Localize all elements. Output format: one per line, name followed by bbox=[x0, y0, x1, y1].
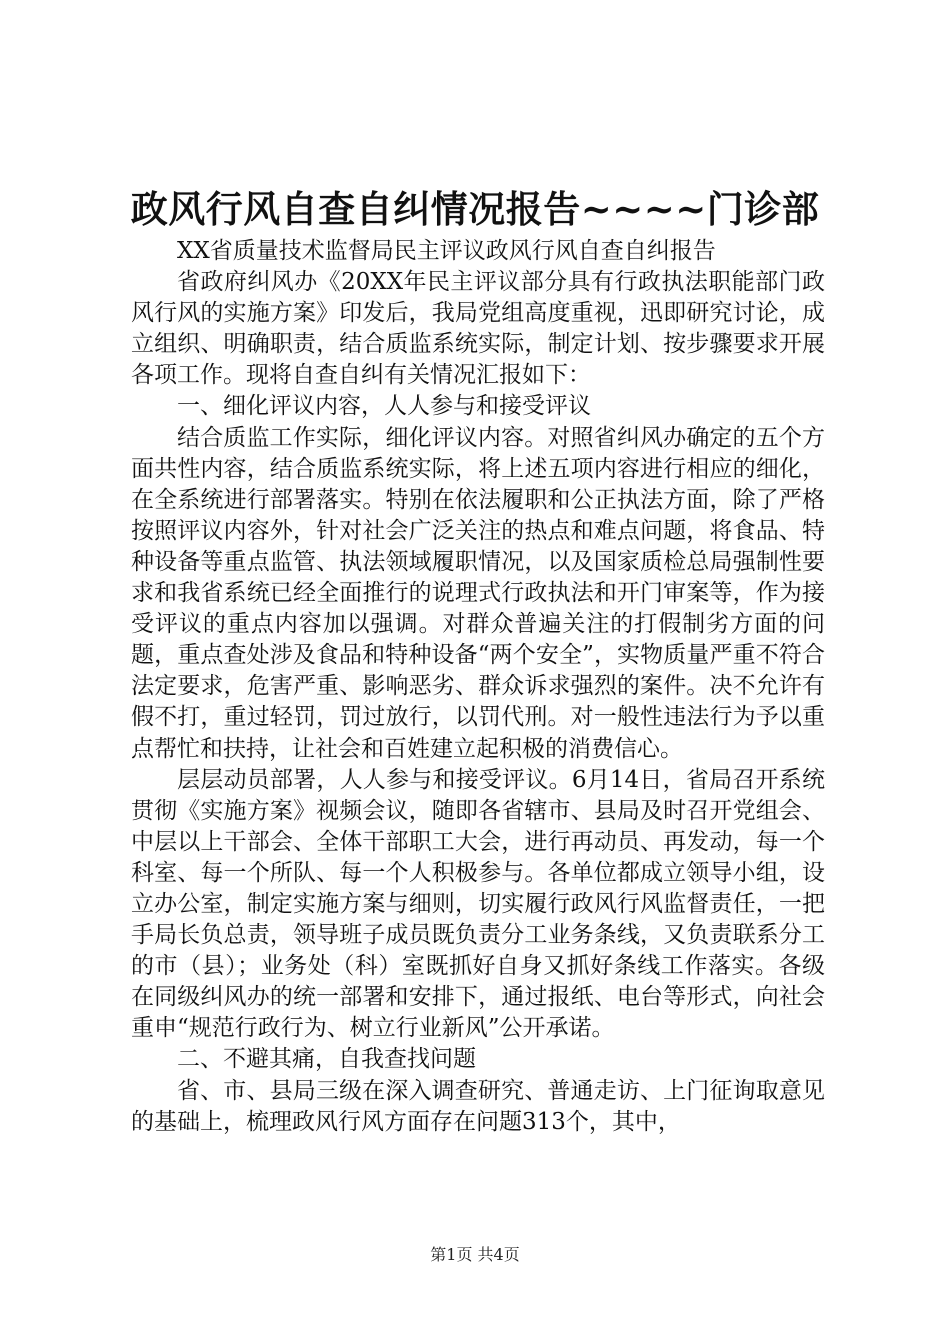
paragraph-section-1-content: 结合质监工作实际，细化评议内容。对照省纠风办确定的五个方面共性内容，结合质监系统实际，将上述五项内容进行相应的细化，在全系统进行部署落实。特别在依法履职和公正执法方面，除了严格按照评议内容外，针对社会广泛关注的热点和难点问题，将食品、特种设备等重点监管、执法领域履职情况，以及国家质检总局强制性要求和我省系统已经全面推行的说理式行政执法和开门审案等，作为接受评议的重点内容加以强调。对群众普遍关注的打假制劣方面的问题，重点查处涉及食品和特种设备“两个安全”，实物质量严重不符合法定要求，危害严重、影响恶劣、群众诉求强烈的案件。决不允许有假不打，重过轻罚，罚过放行，以罚代刑。对一般性违法行为予以重点帮忙和扶持，让社会和百姓建立起积极的消费信心。 bbox=[131, 424, 825, 762]
section-heading-2: 二、不避其痛，自我查找问题 bbox=[177, 1046, 476, 1073]
section-heading-1: 一、细化评议内容，人人参与和接受评议 bbox=[177, 393, 591, 420]
document-body bbox=[131, 236, 825, 1138]
paragraph-report-subtitle: XX省质量技术监督局民主评议政风行风自查自纠报告 bbox=[177, 238, 716, 264]
paragraph-section-1-mobilization: 层层动员部署，人人参与和接受评议。6月14日，省局召开系统贯彻《实施方案》视频会议，随即各省辖市、县局及时召开党组会、中层以上干部会、全体干部职工大会，进行再动员、再发动，每一个科室、每一个所队、每一个人积极参与。各单位都成立领导小组，设立办公室，制定实施方案与细则，切实履行政风行风监督责任，一把手局长负总责，领导班子成员既负责分工业务条线，又负责联系分工的市（县）；业务处（科）室既抓好自身又抓好条线工作落实。各级在同级纠风办的统一部署和安排下，通过报纸、电台等形式，向社会重申“规范行政行为、树立行业新风”公开承诺。 bbox=[131, 766, 825, 1042]
paragraph-section-2-content: 省、市、县局三级在深入调查研究、普通走访、上门征询取意见的基础上，梳理政风行风方面存在问题313个，其中， bbox=[131, 1077, 825, 1135]
document-title: 政风行风自查自纠情况报告~~~~门诊部 bbox=[130, 187, 820, 231]
paragraph-intro: 省政府纠风办《20XX年民主评议部分具有行政执法职能部门政风行风的实施方案》印发后，我局党组高度重视，迅即研究讨论，成立组织、明确职责，结合质监系统实际，制定计划、按步骤要求开展各项工作。现将自查自纠有关情况汇报如下： bbox=[131, 269, 825, 389]
page-number-footer: 第1页 共4页 bbox=[430, 1245, 520, 1264]
